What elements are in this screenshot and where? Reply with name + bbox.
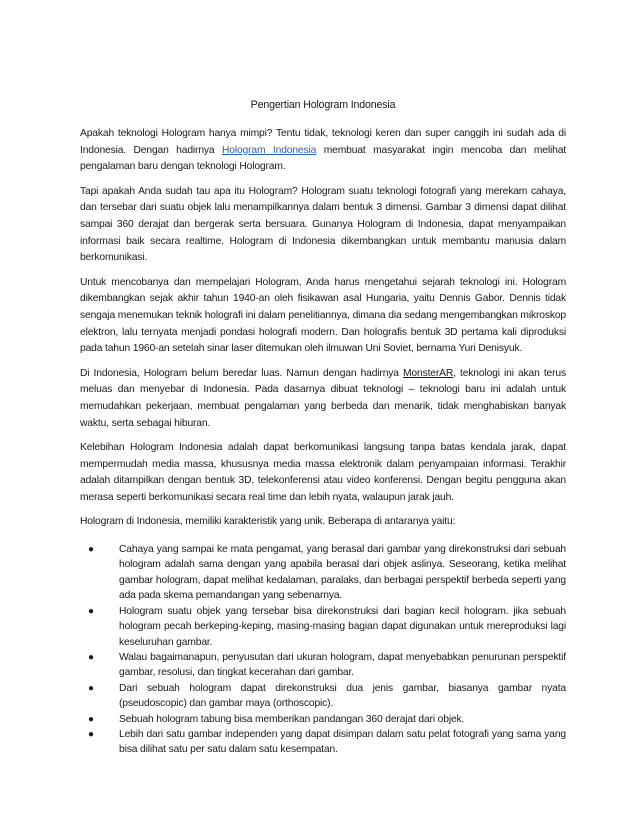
bullet-icon: ●: [88, 728, 94, 740]
document-title: Pengertian Hologram Indonesia: [250, 99, 396, 111]
paragraph-intro-text-before: Apakah teknologi Hologram hanya mimpi? Tentu tidak, teknologi keren dan super canggih ini sudah ada di Indonesia. Dengan hadirnya: [80, 128, 566, 156]
paragraph-indonesia: [80, 366, 566, 432]
bullet-icon: ●: [88, 605, 94, 617]
list-item: [88, 712, 566, 727]
document-page: [80, 97, 566, 758]
list-item-text: Hologram suatu objek yang tersebar bisa direkonstruksi dari bagian kecil hologram. jika sebuah hologram pecah berkeping-keping, masing-masing bagian dapat digunakan untuk mereproduksi lagi keseluruhan gambar.: [119, 605, 566, 648]
paragraph-history: Untuk mencobanya dan mempelajari Hologram, Anda harus mengetahui sejarah teknologi ini. Hologram dikembangkan sejak akhir tahun 1940-an oleh fisikawan asal Hungaria, yaitu Dennis Gabor. Dennis tidak sengaja menemukan teknik holografi ini dalam penelitiannya, dimana dia sedang mengembangkan mikroskop elektron, lalu ternyata menjadi pondasi holografi modern. Dan holografis bentuk 3D pertama kali diproduksi pada tahun 1960-an setelah sinar laser ditemukan oleh ilmuwan Uni Soviet, bernama Yuri Denisyuk.: [80, 276, 566, 355]
bullet-icon: ●: [88, 544, 94, 556]
list-item-text: Dari sebuah hologram dapat direkonstruksi dua jenis gambar, biasanya gambar nyata (pseudoscopic) dan gambar maya (orthoscopic).: [119, 682, 566, 710]
list-item-text: Cahaya yang sampai ke mata pengamat, yang berasal dari gambar yang direkonstruksi dari sebuah hologram adalah sama dengan yang apabila berasal dari objek aslinya. Seseorang, ketika melihat gambar hologram, dapat melihat kedalaman, paralaks, dan berbagai perspektif berbeda seperti yang ada pada skema pemandangan yang sebenarnya.: [119, 544, 566, 602]
list-item-text: Lebih dari satu gambar independen yang dapat disimpan dalam satu pelat fotografi yang sama yang bisa dilihat satu per satu dalam satu kesempatan.: [119, 728, 566, 756]
bullet-icon: ●: [88, 682, 94, 694]
paragraph-definition: Tapi apakah Anda sudah tau apa itu Hologram? Hologram suatu teknologi fotografi yang merekam cahaya, dan tersebar dari suatu objek lalu menampilkannya dalam bentuk 3 dimensi. Gambar 3 dimensi dapat dilihat sampai 360 derajat dan bergerak serta bersuara. Gunanya Hologram di Indonesia, dapat menyampaikan informasi baik secara realtime. Hologram di Indonesia dikembangkan untuk membantu manusia dalam berkomunikasi.: [80, 185, 566, 264]
paragraph-indonesia-text-before: Di Indonesia, Hologram belum beredar luas. Namun dengan hadirnya: [80, 367, 403, 379]
list-intro: Hologram di Indonesia, memiliki karakteristik yang unik. Beberapa di antaranya yaitu:: [80, 516, 456, 528]
list-item: [88, 542, 566, 604]
paragraph-indonesia-text-after: , teknologi ini akan terus meluas dan menyebar di Indonesia. Pada dasarnya dibuat teknologi – teknologi baru ini adalah untuk memudahkan pekerjaan, membuat pengalaman yang berbeda dan menarik, tidak menghabiskan banyak waktu, serta sebagai hiburan.: [80, 367, 566, 429]
paragraph-advantages: Kelebihan Hologram Indonesia adalah dapat berkomunikasi langsung tanpa batas kendala jarak, dapat mempermudah media massa, khususnya media massa elektronik dalam penyampaian informasi. Terakhir adalah ditampilkan dengan bentuk 3D, telekonferensi atau video konferensi. Dengan begitu pengguna akan merasa seperti berkomunikasi secara real time dan lebih nyata, walaupun jarak jauh.: [80, 442, 566, 503]
list-item: [88, 727, 566, 758]
hologram-indonesia-link[interactable]: Hologram Indonesia: [221, 144, 317, 156]
paragraph-intro: [80, 126, 566, 176]
characteristics-list: [80, 542, 566, 758]
bullet-icon: ●: [88, 651, 94, 663]
bullet-icon: ●: [88, 713, 94, 725]
list-item: [88, 650, 566, 681]
list-item: [88, 681, 566, 712]
list-item-text: Sebuah hologram tabung bisa memberikan pandangan 360 derajat dari objek.: [119, 713, 465, 725]
list-item: [88, 604, 566, 650]
list-item-text: Walau bagaimanapun, penyusutan dari ukuran hologram, dapat menyebabkan penurunan perspektif gambar, resolusi, dan tingkat kecerahan dari gambar.: [119, 651, 566, 679]
monsterar-link[interactable]: MonsterAR: [403, 367, 454, 379]
paragraph-intro-text-after: membuat masyarakat ingin mencoba dan melihat pengalaman baru dengan teknologi Hologram.: [80, 144, 566, 173]
